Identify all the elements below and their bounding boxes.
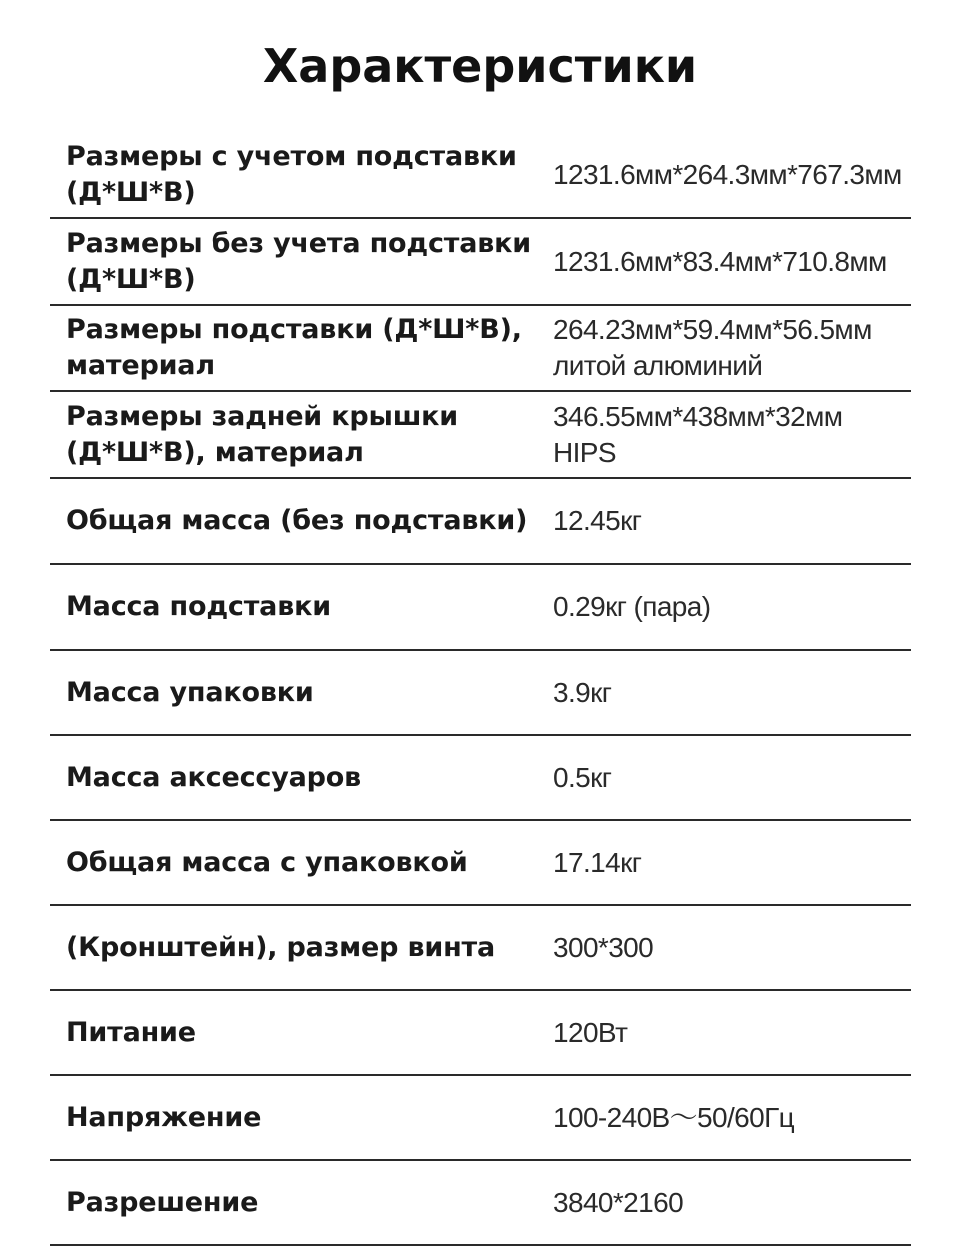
spec-value: 300*300: [553, 931, 654, 963]
spec-value: 100-240В〜50/60Гц: [553, 1101, 795, 1133]
spec-row-voltage: [50, 1076, 911, 1161]
spec-label: (Кронштейн), размер винта: [66, 931, 496, 963]
spec-label: Масса аксессуаров: [66, 761, 361, 793]
spec-value-material: HIPS: [553, 436, 616, 468]
spec-value: 17.14кг: [553, 846, 642, 878]
spec-value: 3.9кг: [553, 676, 612, 708]
spec-value: 120Вт: [553, 1016, 628, 1048]
spec-row-stand-weight: [50, 565, 911, 651]
spec-label: Размеры задней крышки (Д*Ш*В), материал: [66, 400, 459, 468]
spec-row-resolution: [50, 1161, 911, 1246]
spec-value-dimensions: 264.23мм*59.4мм*56.5мм: [553, 314, 872, 345]
spec-value: 3840*2160: [553, 1186, 684, 1218]
spec-row-vesa-screw: [50, 906, 911, 991]
spec-label: Общая масса (без подставки): [66, 505, 528, 536]
spec-row-net-weight: [50, 479, 911, 565]
spec-label: Общая масса с упаковкой: [66, 846, 468, 878]
spec-value: 1231.6мм*264.3мм*767.3мм: [553, 158, 902, 190]
spec-value: [553, 312, 913, 384]
page-title: Характеристики: [262, 39, 698, 93]
spec-value: [553, 399, 913, 471]
spec-row-power: [50, 991, 911, 1076]
spec-label: Масса подставки: [66, 591, 331, 622]
spec-value: 12.45кг: [553, 505, 642, 536]
spec-label: Напряжение: [66, 1101, 262, 1133]
spec-value: 1231.6мм*83.4мм*710.8мм: [553, 245, 887, 277]
spec-row-accessories-weight: [50, 736, 911, 821]
spec-value-dimensions: 346.55мм*438мм*32мм: [553, 400, 843, 432]
spec-value-material: литой алюминий: [553, 350, 763, 381]
spec-label: Размеры с учетом подставки (Д*Ш*В): [66, 140, 517, 208]
spec-row-gross-weight: [50, 821, 911, 906]
spec-label: Масса упаковки: [66, 676, 314, 708]
spec-value: 0.29кг (пара): [553, 591, 711, 622]
spec-row-stand-size-material: [50, 306, 911, 392]
spec-row-size-with-stand: [50, 132, 911, 219]
spec-label: Размеры подставки (Д*Ш*В), материал: [66, 314, 522, 381]
spec-label: Размеры без учета подставки (Д*Ш*В): [66, 227, 532, 295]
spec-table: [50, 132, 911, 1246]
spec-label: Питание: [66, 1016, 196, 1048]
spec-row-back-cover-size-material: [50, 392, 911, 479]
spec-value: 0.5кг: [553, 761, 612, 793]
spec-row-size-without-stand: [50, 219, 911, 306]
spec-row-package-weight: [50, 651, 911, 736]
spec-label: Разрешение: [66, 1186, 259, 1218]
